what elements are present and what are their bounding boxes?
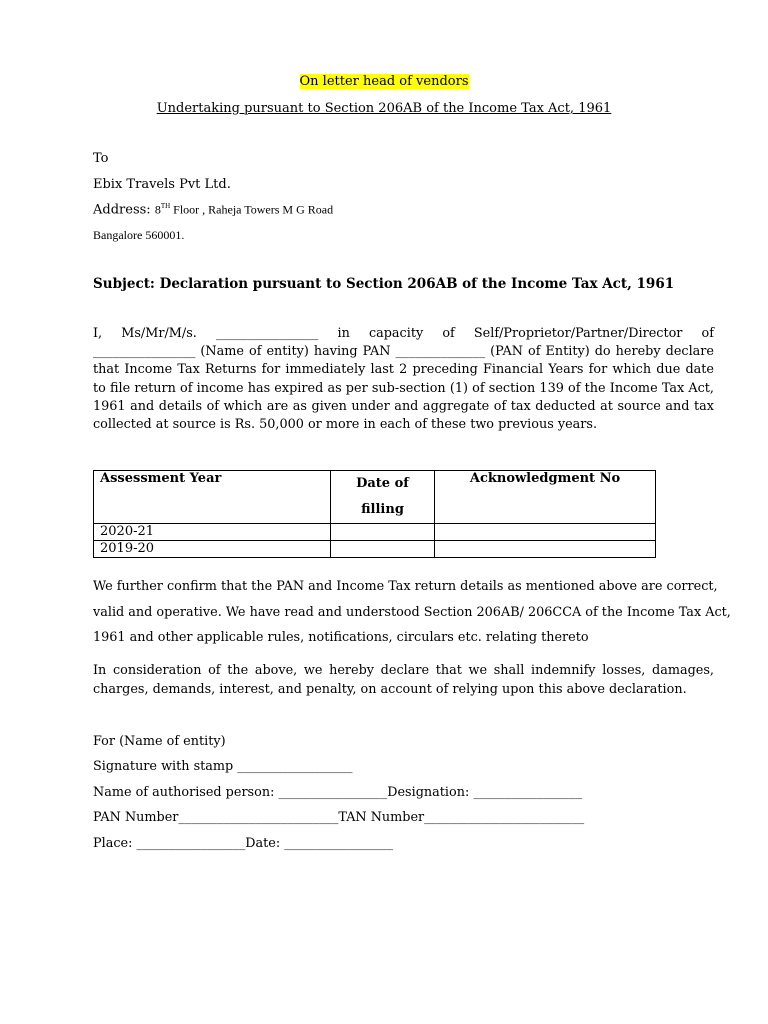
table-cell	[331, 524, 435, 541]
authorised-person-line: Name of authorised person: _________________Designation: _________________	[93, 785, 583, 800]
undertaking-title: Undertaking pursuant to Section 206AB of the Income Tax Act, 1961	[156, 101, 612, 116]
table-header-row	[94, 471, 656, 524]
pan-tan-line: PAN Number_________________________TAN Number_________________________	[93, 810, 585, 825]
declaration-paragraph: I, Ms/Mr/M/s. ________________ in capacity of Self/Proprietor/Partner/Director of ________________ (Name of entity) having PAN ______________ (PAN of Entity) do hereby declare that Income Tax Returns for immediately last 2 preceding Financial Years for which due date to file return of income has expired as per sub-section (1) of section 139 of the Income Tax Act, 1961 and details of which are as given under and aggregate of tax deducted at source and tax collected at source is Rs. 50,000 or more in each of these two previous years.	[93, 326, 714, 433]
table-header-cell: Date of filling	[331, 471, 435, 524]
table-row	[94, 524, 656, 541]
table-row	[94, 541, 656, 558]
table-cell: 2020-21	[94, 524, 331, 541]
letterhead-text: On letter head of vendors	[299, 74, 469, 89]
table-cell	[331, 541, 435, 558]
addressee-company: Ebix Travels Pvt Ltd.	[93, 177, 231, 192]
confirmation-paragraph: We further confirm that the PAN and Income Tax return details as mentioned above are correct, valid and operative. We have read and understood Section 206AB/ 206CCA of the Income Tax Act, 1961 and other applicable rules, notifications, circulars etc. relating thereto	[93, 579, 731, 645]
table-cell	[435, 524, 656, 541]
address-label: Address:	[93, 202, 151, 218]
indemnity-paragraph: In consideration of the above, we hereby declare that we shall indemnify losses, damages, charges, demands, interest, and penalty, on account of relying upon this above declaration.	[93, 663, 714, 697]
addressee-to: To	[93, 151, 109, 166]
addressee-address	[93, 202, 333, 217]
returns-table	[93, 470, 656, 558]
for-entity-line: For (Name of entity)	[93, 734, 226, 749]
place-date-line: Place: _________________Date: _________________	[93, 836, 393, 851]
addressee-city: Bangalore 560001.	[93, 228, 185, 242]
table-cell	[435, 541, 656, 558]
table-header-cell: Acknowledgment No	[435, 471, 656, 524]
table-header-cell: Assessment Year	[94, 471, 331, 524]
signature-stamp-line: Signature with stamp __________________	[93, 759, 353, 774]
address-floor-suffix: TH	[160, 202, 171, 210]
address-rest: Floor , Raheja Towers M G Road	[170, 202, 334, 217]
address-floor-number: 8	[154, 202, 161, 217]
table-cell: 2019-20	[94, 541, 331, 558]
letterhead-note	[0, 74, 768, 89]
subject-line: Subject: Declaration pursuant to Section 206AB of the Income Tax Act, 1961	[93, 276, 675, 292]
